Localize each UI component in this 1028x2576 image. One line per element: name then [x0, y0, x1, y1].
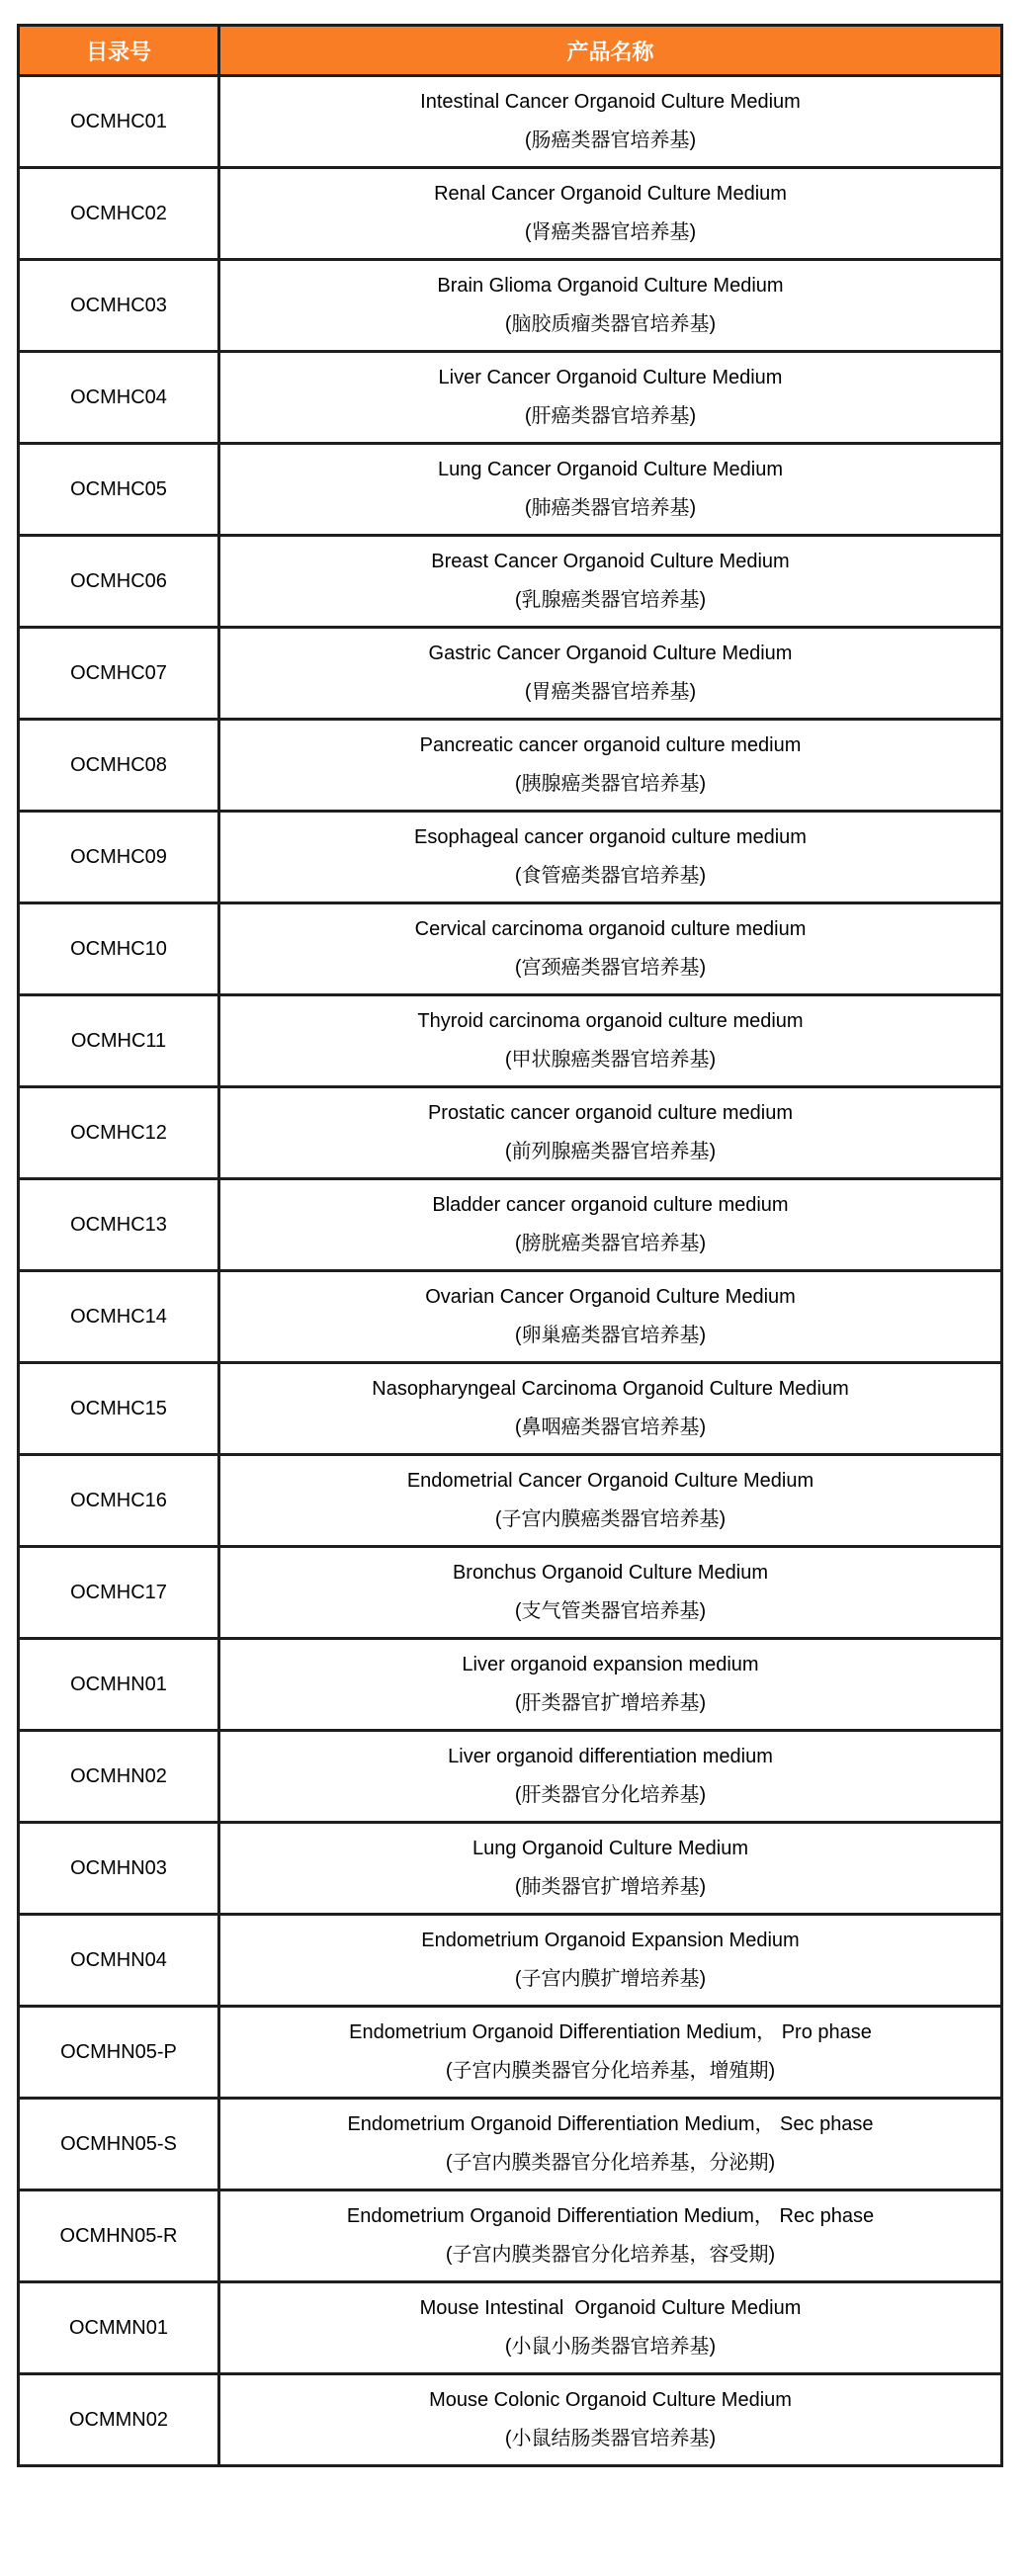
catalog-number-cell: OCMHN05-P — [19, 2007, 219, 2099]
product-name-english: Endometrium Organoid Differentiation Medium， Sec phase — [347, 2113, 874, 2135]
product-name-chinese: (支气管类器官培养基) — [514, 1600, 707, 1622]
catalog-number-cell: OCMHC15 — [19, 1363, 219, 1455]
product-name-english: Brain Glioma Organoid Culture Medium — [437, 275, 784, 297]
table-row — [19, 1455, 1002, 1547]
table-row — [19, 260, 1002, 352]
catalog-number-cell: OCMHC07 — [19, 628, 219, 720]
table-row — [19, 536, 1002, 628]
product-name-english: Ovarian Cancer Organoid Culture Medium — [425, 1286, 796, 1308]
product-name-chinese: (宫颈癌类器官培养基) — [514, 957, 707, 979]
product-name-english: Breast Cancer Organoid Culture Medium — [431, 551, 790, 572]
product-name-cell — [219, 1639, 1002, 1731]
product-name-english: Prostatic cancer organoid culture medium — [427, 1102, 794, 1124]
product-name-english: Endometrium Organoid Differentiation Medium， Pro phase — [349, 2021, 872, 2043]
table-row — [19, 444, 1002, 536]
product-name-cell — [219, 628, 1002, 720]
product-name-cell — [219, 1087, 1002, 1179]
product-name-english: Renal Cancer Organoid Culture Medium — [434, 183, 787, 205]
product-name-cell — [219, 1179, 1002, 1271]
product-name-chinese: (子宫内膜类器官分化培养基，容受期) — [445, 2244, 776, 2266]
catalog-number-cell: OCMHN02 — [19, 1731, 219, 1823]
catalog-number-cell: OCMHC04 — [19, 352, 219, 444]
table-row — [19, 168, 1002, 260]
product-name-english: Mouse Intestinal Organoid Culture Medium — [419, 2297, 802, 2319]
catalog-number-cell: OCMHC13 — [19, 1179, 219, 1271]
product-name-chinese: (卵巢癌类器官培养基) — [514, 1325, 707, 1346]
product-name-english: Lung Cancer Organoid Culture Medium — [437, 459, 784, 480]
product-name-english: Gastric Cancer Organoid Culture Medium — [428, 643, 793, 664]
product-name-english: Cervical carcinoma organoid culture medium — [414, 918, 807, 940]
catalog-number-cell: OCMHC12 — [19, 1087, 219, 1179]
catalog-number-cell: OCMMN02 — [19, 2374, 219, 2466]
product-name-chinese: (子宫内膜类器官分化培养基，增殖期) — [445, 2060, 776, 2082]
product-name-cell — [219, 1915, 1002, 2007]
catalog-number-cell: OCMHC09 — [19, 812, 219, 903]
product-name-chinese: (肾癌类器官培养基) — [524, 221, 697, 243]
product-name-cell — [219, 168, 1002, 260]
product-name-english: Thyroid carcinoma organoid culture medium — [417, 1010, 804, 1032]
product-name-chinese: (食管癌类器官培养基) — [514, 865, 707, 887]
table-row — [19, 2007, 1002, 2099]
product-name-chinese: (胃癌类器官培养基) — [524, 681, 697, 703]
product-name-cell — [219, 1271, 1002, 1363]
table-row — [19, 812, 1002, 903]
product-name-english: Liver organoid differentiation medium — [448, 1746, 773, 1767]
product-name-english: Nasopharyngeal Carcinoma Organoid Culture Medium — [372, 1378, 849, 1400]
table-row — [19, 1823, 1002, 1915]
product-name-cell — [219, 812, 1002, 903]
product-name-cell — [219, 2374, 1002, 2466]
table-row — [19, 1915, 1002, 2007]
table-row — [19, 1731, 1002, 1823]
catalog-number-cell: OCMHN01 — [19, 1639, 219, 1731]
product-name-chinese: (肝类器官分化培养基) — [514, 1784, 707, 1806]
product-name-chinese: (甲状腺癌类器官培养基) — [504, 1049, 717, 1071]
table-row — [19, 720, 1002, 812]
catalog-number-cell: OCMHC02 — [19, 168, 219, 260]
product-name-cell — [219, 2190, 1002, 2282]
product-name-cell — [219, 2282, 1002, 2374]
product-name-english: Liver organoid expansion medium — [462, 1654, 759, 1675]
catalog-number-cell: OCMMN01 — [19, 2282, 219, 2374]
table-row — [19, 903, 1002, 995]
table-row — [19, 628, 1002, 720]
table-row — [19, 995, 1002, 1087]
table-row — [19, 2099, 1002, 2190]
catalog-number-cell: OCMHC17 — [19, 1547, 219, 1639]
product-name-english: Bladder cancer organoid culture medium — [432, 1194, 789, 1216]
product-name-english: Pancreatic cancer organoid culture medium — [419, 734, 802, 756]
table-row — [19, 1639, 1002, 1731]
product-name-english: Endometrium Organoid Differentiation Medium， Rec phase — [346, 2205, 875, 2227]
table-row — [19, 2190, 1002, 2282]
product-name-cell — [219, 995, 1002, 1087]
catalog-number-cell: OCMHC14 — [19, 1271, 219, 1363]
product-name-cell — [219, 1363, 1002, 1455]
product-name-english: Mouse Colonic Organoid Culture Medium — [429, 2389, 792, 2411]
product-name-cell — [219, 260, 1002, 352]
catalog-number-cell: OCMHN03 — [19, 1823, 219, 1915]
catalog-number-cell: OCMHN05-S — [19, 2099, 219, 2190]
product-name-chinese: (小鼠结肠类器官培养基) — [504, 2428, 717, 2449]
catalog-number-cell: OCMHN04 — [19, 1915, 219, 2007]
catalog-number-cell: OCMHC01 — [19, 76, 219, 168]
catalog-number-cell: OCMHC05 — [19, 444, 219, 536]
product-name-chinese: (肝类器官扩增培养基) — [514, 1692, 707, 1714]
product-name-english: Endometrial Cancer Organoid Culture Medium — [406, 1470, 814, 1492]
table-row — [19, 1271, 1002, 1363]
table-row — [19, 1363, 1002, 1455]
product-name-cell — [219, 2007, 1002, 2099]
product-name-english: Endometrium Organoid Expansion Medium — [421, 1930, 800, 1951]
product-name-cell — [219, 720, 1002, 812]
product-name-chinese: (肺癌类器官培养基) — [524, 497, 697, 519]
product-name-chinese: (子宫内膜类器官分化培养基，分泌期) — [445, 2152, 776, 2174]
catalog-number-cell: OCMHC11 — [19, 995, 219, 1087]
table-row — [19, 1547, 1002, 1639]
catalog-number-cell: OCMHC06 — [19, 536, 219, 628]
header-product-name: 产品名称 — [219, 26, 1002, 76]
catalog-number-cell: OCMHC16 — [19, 1455, 219, 1547]
product-name-cell — [219, 76, 1002, 168]
product-name-chinese: (鼻咽癌类器官培养基) — [514, 1417, 707, 1438]
product-name-chinese: (肺类器官扩增培养基) — [514, 1876, 707, 1898]
product-name-cell — [219, 444, 1002, 536]
product-table — [17, 24, 1003, 2467]
product-name-cell — [219, 2099, 1002, 2190]
product-name-english: Liver Cancer Organoid Culture Medium — [438, 367, 783, 388]
product-name-chinese: (小鼠小肠类器官培养基) — [504, 2336, 717, 2358]
product-name-cell — [219, 1455, 1002, 1547]
product-table-body — [19, 76, 1002, 2466]
table-row — [19, 2282, 1002, 2374]
product-name-chinese: (肠癌类器官培养基) — [524, 129, 697, 151]
table-row — [19, 1087, 1002, 1179]
product-name-english: Intestinal Cancer Organoid Culture Medium — [420, 91, 801, 113]
catalog-number-cell: OCMHC08 — [19, 720, 219, 812]
table-row — [19, 76, 1002, 168]
catalog-number-cell: OCMHC03 — [19, 260, 219, 352]
product-name-chinese: (子宫内膜癌类器官培养基) — [494, 1508, 727, 1530]
product-name-cell — [219, 1547, 1002, 1639]
product-name-cell — [219, 536, 1002, 628]
table-row — [19, 1179, 1002, 1271]
product-name-english: Esophageal cancer organoid culture medium — [414, 826, 807, 848]
header-catalog-number: 目录号 — [19, 26, 219, 76]
product-name-chinese: (子宫内膜扩增培养基) — [514, 1968, 707, 1990]
product-name-english: Bronchus Organoid Culture Medium — [452, 1562, 769, 1584]
product-name-chinese: (脑胶质瘤类器官培养基) — [504, 313, 717, 335]
catalog-number-cell: OCMHC10 — [19, 903, 219, 995]
product-name-chinese: (肝癌类器官培养基) — [524, 405, 697, 427]
product-name-chinese: (前列腺癌类器官培养基) — [504, 1141, 717, 1162]
product-name-cell — [219, 352, 1002, 444]
product-name-chinese: (胰腺癌类器官培养基) — [514, 773, 707, 795]
catalog-number-cell: OCMHN05-R — [19, 2190, 219, 2282]
product-name-chinese: (膀胱癌类器官培养基) — [514, 1233, 707, 1254]
table-row — [19, 352, 1002, 444]
product-name-cell — [219, 1731, 1002, 1823]
table-header-row — [19, 26, 1002, 76]
product-name-chinese: (乳腺癌类器官培养基) — [514, 589, 707, 611]
product-name-english: Lung Organoid Culture Medium — [471, 1838, 749, 1859]
product-name-cell — [219, 1823, 1002, 1915]
table-row — [19, 2374, 1002, 2466]
product-name-cell — [219, 903, 1002, 995]
